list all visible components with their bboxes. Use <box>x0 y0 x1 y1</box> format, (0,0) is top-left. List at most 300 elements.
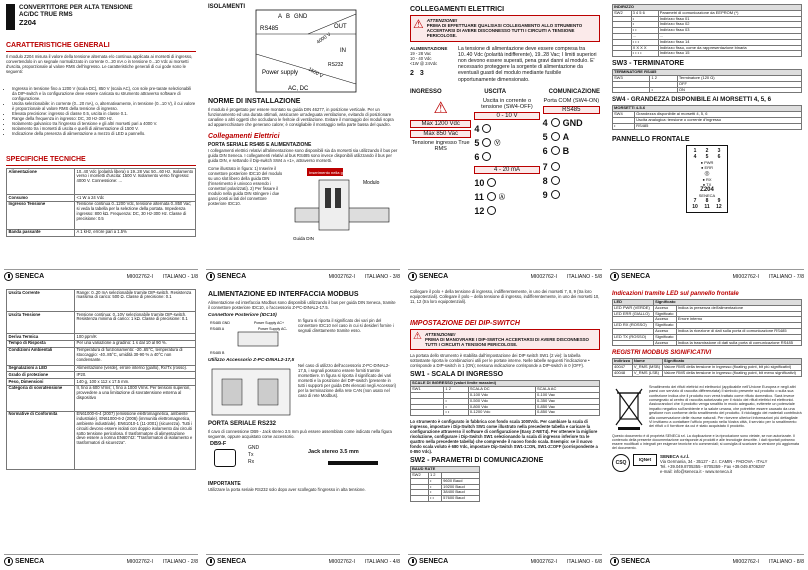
panel-bottom-row-2 <box>689 204 725 210</box>
page-number: ITALIANO - 8/8 <box>768 558 804 565</box>
terminal-number: 12 <box>474 205 485 216</box>
doc-code: MI002762-I <box>732 558 759 565</box>
out-v-box: 0 - 10 V <box>474 112 539 120</box>
table-cell: 3 4 5 6 <box>631 10 658 16</box>
table-header: 1 2 <box>444 387 468 393</box>
table-cell: Indirizzo fisso 03 <box>658 28 801 34</box>
doc-code: MI002762-I <box>126 273 153 280</box>
page-2 <box>0 285 202 570</box>
uscita-label: USCITA <box>484 88 507 95</box>
spec-value: 10..40 Vdc (polarità libera) o 19..28 Vac 50...60 Hz. Isolamento verso i morsetti d'uscita: 1500 V. Isolamento verso l'ingresso: 4000 V. Connessione: ... <box>75 169 196 195</box>
terminal-row <box>543 174 600 188</box>
com-caption: Porta COM (SW4-ON) <box>543 97 600 104</box>
voltmeter-icon: Ⓥ <box>494 141 501 148</box>
terminal-row <box>543 116 600 130</box>
table-row <box>7 169 196 195</box>
rs232-text: Il cavo di connessione DB9 - Jack stereo 3.5 mm può essere assemblato come indicato nella figura seguente, oppure acquistato come accessorio. <box>208 429 392 439</box>
table-cell: Significato <box>654 334 677 340</box>
max-dc-box: Max 1200 Vdc <box>410 120 471 128</box>
diagram-label-out: OUT <box>334 24 347 30</box>
table-cell: Indirizzo fisso 02 <box>658 22 801 28</box>
page-footer <box>206 554 400 568</box>
imp-text: Utilizzare la porta seriale RS232 solo dopo aver scollegato l'ingresso in alta tensione. <box>208 487 366 492</box>
table-cell: • <box>613 123 635 129</box>
table-cell: 57600 Baud <box>442 496 480 502</box>
terminal-label: B <box>562 145 570 156</box>
table-row <box>7 229 196 236</box>
idc-label-a: RS485 A <box>210 327 225 331</box>
seneca-logo <box>4 557 44 566</box>
table-cell: • <box>428 478 441 484</box>
warning-head: ATTENZIONE! <box>426 18 458 23</box>
alim-line: 10 - 40 Vdc <box>410 55 432 61</box>
zpc-note: Nel caso di utilizzo dell'accessorio Z-PC-DINAL2-17,5, i segnali possono essere forniti tramite morsettiere. In figura si riporta il significato dei vari morsetti e la posizione del DIP-switch (presente in tutti i supporti per guida DIN elencati negli Accessori) per la terminazione della rete CAN (non usato nel caso di rete Modbus). <box>298 363 396 398</box>
terminal-number: 1 <box>693 147 697 154</box>
spec-label: Ingresso Tensione <box>7 201 75 229</box>
bus-label: Inserimento nella guida DIN <box>309 170 359 175</box>
table-row <box>7 334 196 341</box>
warning-box <box>410 15 600 42</box>
sw1-note: Lo strumento è configurato in fabbrica con fondo scala 1000Vdc. Per cambiare la scala di ingresso, impostare i Dip-Switch SW1 come illustrato nella precedente tabella e caricare la configurazione attraverso il software di configurazione (Easy Z-NET4). Per ottenere la migliore risoluzione, configurare i Dip-Switch SW1 selezionando la scala di ingresso inferiore tra le quattro nella precedente tabella) che comprende il nuovo fondo scala. Esempio: se il nuovo fondo scala voluto è 680 Vdc, impostare Dip-Switch SW1-1=ON, SW1-2=OFF (corrispondente a 0-850 Vdc). <box>410 419 598 455</box>
terminal-number: 7 <box>693 197 697 204</box>
table-row <box>613 340 802 346</box>
table-cell: Indica la ricezione di dati sulla porta di comunicazione RS485 <box>676 328 801 334</box>
table-cell: 0-850 Vac <box>536 410 600 416</box>
spec-value: <1 W a 24 Vdc <box>75 195 196 202</box>
table-row <box>411 496 480 502</box>
zpc-title: Utilizzo Accessorio Z-PC-DINAL2-17,5 <box>208 358 295 363</box>
terminal-icon <box>482 124 491 133</box>
rs232-title: PORTA SERIALE RS232 <box>208 421 277 427</box>
porta-title: PORTA SERIALE RS485 E ALIMENTAZIONE <box>208 142 312 148</box>
sw1-table <box>410 380 600 416</box>
logo-text: SENECA <box>621 558 651 565</box>
table-cell: Acceso <box>654 305 677 311</box>
company-email[interactable]: e-mail: info@seneca.it - www.seneca.it <box>660 468 732 474</box>
modbus-title: ALIMENTAZIONE ED INTERFACCIA MODBUS <box>208 291 359 298</box>
led-label: TX <box>706 181 712 187</box>
spec-label: Uscita Corrente <box>7 290 75 312</box>
table-cell: LED ERR (GIALLO) <box>613 311 654 317</box>
title-line-1: CONVERTITORE PER ALTA TENSIONE <box>19 4 133 11</box>
spec-value: Alimentazione (verde), errore interno (giallo), Rx/Tx (rosso). <box>75 365 196 372</box>
led-label: PWR <box>704 159 714 165</box>
led-rx: ● RX <box>702 176 712 182</box>
diagram-label-power: Power supply <box>262 70 299 76</box>
seneca-logo-icon <box>610 557 619 566</box>
spec-label: Categoria di sovratensione <box>7 385 75 411</box>
out-i-box: 4 - 20 mA <box>474 166 539 174</box>
page-footer <box>610 269 804 283</box>
table-cell: Valore RMS della tensione in ingresso (floating point, bit meno significativi) <box>662 370 801 376</box>
terminal-row <box>474 176 539 190</box>
table-title: SCALE DI INGRESSO (valori limite massimi) <box>411 381 600 387</box>
logo-text: SENECA <box>217 558 247 565</box>
sw3-table <box>612 69 802 93</box>
diagram-label-b: B <box>286 14 291 20</box>
model-name: Z204 <box>19 18 37 27</box>
table-cell: Grandezza disponibile ai morsetti 4, 5, 6 <box>635 112 802 118</box>
table-cell: • • <box>428 496 441 502</box>
terminal-number: 2 <box>705 147 709 154</box>
seneca-logo <box>4 272 44 281</box>
table-cell: X X X X <box>631 45 658 51</box>
table-cell: V_RMS (LSB) <box>632 370 662 376</box>
csq-logo: CSQ <box>612 454 630 472</box>
table-cell: ON <box>677 87 801 93</box>
din-figure-row <box>208 166 398 246</box>
table-header: Indirizzo <box>613 359 633 365</box>
high-voltage-icon: ⚠ <box>433 99 448 117</box>
table-cell: 38400 Baud <box>442 490 480 496</box>
pannello-title: PANNELLO FRONTALE <box>612 135 690 143</box>
table-cell: Indirizzo fisso 15 <box>658 51 801 57</box>
list-item: • Uscita selezionabile: in corrente (0...20 mA), o, alternativamente, in tensione (0...10 V), il cui valore è proporzionale al valore RMS della tensione di ingresso. <box>12 101 196 111</box>
seneca-logo-icon <box>610 272 619 281</box>
spec-value: Range: 0..20 mA selezionabile tramite DIP-switch. Resistenza massima di carico: 500 Ω. Classe di precisione: 0.1 <box>75 290 196 312</box>
norme-text: Il modulo è progettato per essere montato su guida DIN 46277, in posizione verticale. Per un funzionamento ed una durata ottimali, assicurare un'adeguata ventilazione, evitando di posizionare canaline o altri oggetti che occludano le feritoie di ventilazione. Evitare il montaggio dei moduli sopra ad apparecchiature che generano calore; è consigliabile il montaggio nella parte bassa del quadro. <box>208 107 394 127</box>
rs485-box: RS485 <box>543 106 600 114</box>
sw4-title: SW4 - GRANDEZZA DISPONIBILE AI MORSETTI 4, 5, 6 <box>612 96 772 104</box>
modulo-label: Modulo <box>363 180 380 186</box>
table-header: Nome <box>632 359 662 365</box>
logo-text: SENECA <box>15 558 45 565</box>
warning-icon: ⚠ <box>413 331 422 342</box>
din-rail-figure <box>289 166 395 246</box>
table-cell: SW2 <box>411 472 429 478</box>
table-cell: • • <box>631 28 658 34</box>
table-header: SCALA DC <box>468 387 535 393</box>
table-cell: • <box>650 87 677 93</box>
terminal-icon <box>551 176 560 185</box>
table-title: BAUD RATE <box>411 467 480 473</box>
alim-text: La tensione di alimentazione deve essere compresa tra 10..40 Vdc (polarità indifferente), 19..28 Vac; I limiti superiori non devono essere superati, pena gravi danni al modulo. E' necessario proteggere la sorgente di alimentazione da eventuali guasti del modulo mediante fusibile opportunamente dimensionato. <box>458 45 597 83</box>
spec-label: Grado di protezione <box>7 372 75 379</box>
table-cell: OFF <box>677 81 801 87</box>
divider <box>6 51 196 52</box>
spec-value: 140 g, 100 x 112 x 17.5 mm. <box>75 379 196 386</box>
company-name: SENECA s.r.l. <box>660 453 690 459</box>
logo-text: SENECA <box>621 273 651 280</box>
company-block <box>612 454 802 474</box>
table-cell: Significato <box>654 323 677 329</box>
terminal-icon <box>482 152 491 161</box>
table-title: TERMINATORE RS485 <box>613 70 802 76</box>
sw3-title: SW3 - TERMINATORE <box>612 60 685 68</box>
ammeter-icon: Ⓐ <box>498 195 505 202</box>
feature-list <box>12 86 196 136</box>
weee-text: Smaltimento dei rifiuti elettrici ed elettronici (applicabile nell'Unione Europea e negli altri paesi con servizio di raccolta differenziata) Il simbolo presente sul prodotto o sulla sua confezione indica che il prodotto non verrà trattato come rifiuto domestico. Sarà invece consegnato al centro di raccolta autorizzato per il riciclo dei rifiuti elettrici ed elettronici. Assicurandovi che il prodotto venga smaltito in modo adeguato, eviterete un potenziale impatto negativo sull'ambiente e la salute umana, che potrebbe essere causato da una gestione non conforme dello smaltimento del prodotto. Il riciclaggio dei materiali contribuirà alla conservazione delle risorse naturali. Per ricevere ulteriori informazioni più dettagliate Vi invitiamo a contattare l'ufficio preposto nella Vostra città, il servizio per lo smaltimento dei rifiuti o il fornitore da cui è stato acquistato il prodotto. <box>649 384 802 429</box>
page-8 <box>606 285 808 570</box>
seneca-logo-icon <box>408 557 417 566</box>
terminal-row <box>474 136 539 150</box>
table-cell <box>411 410 444 416</box>
logo-text: SENECA <box>419 273 449 280</box>
table-cell <box>411 496 429 502</box>
weee-block <box>612 385 802 431</box>
seneca-logo-icon <box>4 272 13 281</box>
terminal-number: 9 <box>717 197 721 204</box>
collegamenti-title: Collegamenti Elettrici <box>208 133 280 140</box>
terminal-row <box>474 150 539 164</box>
table-cell: 0-850 Vac <box>536 404 600 410</box>
list-item: • Elevata precisione: ingresso di classe 0.5, uscita in classe 0.1. <box>12 111 196 116</box>
table-cell: LED RX (ROSSO) <box>613 323 654 329</box>
table-cell: • • <box>444 410 468 416</box>
terminal-number: 12 <box>716 203 722 210</box>
table-cell: Acceso <box>654 340 677 346</box>
terminal-3: 3 <box>419 69 424 77</box>
spec-value: IP20. <box>75 372 196 379</box>
table-cell: Parametri di comunicazione da EEPROM (*) <box>658 10 801 16</box>
collegamenti-elettrici-title: COLLEGAMENTI ELETTRICI <box>410 6 505 13</box>
table-cell: 0-800 Vdc <box>468 404 535 410</box>
page-number: ITALIANO - 7/8 <box>768 273 804 280</box>
spec-value: Temperatura di funzionamento: -20..65°C, temperatura di stoccaggio: -40..85°C, umidità 30-90 % a 40°C non condensante. <box>75 347 196 365</box>
dip-warning-box <box>410 329 600 350</box>
idc-row <box>208 318 398 356</box>
led-table <box>612 299 802 346</box>
isolamenti-title: ISOLAMENTI <box>208 4 245 10</box>
table-cell: • • • • <box>631 51 658 57</box>
max-ac-box: Max 850 Vac <box>410 130 471 138</box>
doc-code: MI002762-I <box>328 558 355 565</box>
alim-title: ALIMENTAZIONE <box>410 45 448 51</box>
doc-code: MI002762-I <box>126 558 153 565</box>
title-line-2: AC/DC TRUE RMS <box>19 11 73 18</box>
diagram-label-rs485: RS485 <box>260 26 279 32</box>
spec-label: Condizioni Ambientali <box>7 347 75 365</box>
diagram-label-1500v: 1500 V <box>307 66 324 80</box>
page-footer <box>408 554 602 568</box>
terminal-number: 5 <box>474 137 480 148</box>
seneca-logo <box>610 272 650 281</box>
table-cell: 1 2 <box>428 472 441 478</box>
table-cell: 40048 <box>613 370 633 376</box>
table-cell: Indica la trasmissione di dati sulla porta di comunicazione RS485 <box>676 340 801 346</box>
diagram-label-a: A <box>278 14 283 20</box>
seneca-logo <box>206 272 246 281</box>
table-row <box>613 87 802 93</box>
list-item: • Range della frequenza in ingresso: DC, 30 Hz-300 Hz. <box>12 116 196 121</box>
table-cell: 0-1200 Vdc <box>468 410 535 416</box>
divider <box>6 165 196 166</box>
terminal-number: 8 <box>542 175 548 186</box>
rs232-jack-icon: ◎ <box>704 170 710 177</box>
intro-text: Collegare il polo + della tensione di ingresso, indifferentemente, in uno dei morsetti 7, 8, 9 (tra loro equipotenziali). Collegare il polo – della tensione di ingresso, indifferentemente, in uno dei morsetti 10, 11, 12 (tra loro equipotenziali). <box>410 289 600 304</box>
spec-value: Per una variazione a gradino: 1 s dal 10 al 90 %. <box>75 340 196 347</box>
table-cell: 0-100 Vdc <box>468 393 535 399</box>
led-pwr: ● PWR <box>700 159 714 165</box>
list-item: • Isolamento tra i morsetti di uscita e quelli di alimentazione di 1500 V. <box>12 126 196 131</box>
led-label: ERR <box>704 164 713 170</box>
dip-text: La portata dello strumento è stabilita dall'impostazione dei DIP switch SW1 (2 vie): la tabella sottostante riporta le combinazioni utili per le portate interne. Nelle tabelle seguenti l'indicazione • corrisponde a DIP-switch in 1 (ON); nessuna indicazione corrisponde a DIP-switch in 0 (OFF). <box>410 353 590 369</box>
sw2-table <box>410 466 480 502</box>
com-block <box>543 98 600 218</box>
table-cell: LED TX (ROSSO) <box>613 334 654 340</box>
page-4 <box>202 285 404 570</box>
led-err: ● ERR <box>701 164 713 170</box>
table-cell: 0-100 Vac <box>536 393 600 399</box>
terminal-icon <box>487 192 496 201</box>
install-steps: Come illustrato in figura: 1) Inserire il connettore posteriore IDC10 del modulo su uno slot libero della guida DIN (l'inserimento è univoco essendo i connettori polarizzati). 2) Per fissare il modulo nella guida DIN stringere i due ganci posti ai lati del connettore posteriore IDC10. <box>208 166 283 206</box>
warning-body: PRIMA DI MANOVRARE I DIP-SWITCH ACCERTARSI DI AVERE DISCONNESSO TUTTI I CIRCUITI A TENSIONI PERICOLOSE. <box>424 337 589 348</box>
spec-value: 100 ppm/K <box>75 334 196 341</box>
spec-table-continued <box>6 289 196 470</box>
table-row <box>7 312 196 334</box>
sw2-title: SW2 - PARAMETRI DI COMUNICAZIONE <box>410 457 544 465</box>
comunicazione-label: COMUNICAZIONE <box>548 88 600 95</box>
page-3 <box>202 0 404 285</box>
terminal-icon <box>551 162 560 171</box>
in-terminals <box>543 160 600 202</box>
terminal-row <box>474 204 539 218</box>
table-row <box>613 51 802 57</box>
terminal-row <box>543 144 600 158</box>
table-cell: 1 2 <box>650 75 677 81</box>
sw1-title: SW1 - SCALA DI INGRESSO <box>410 371 504 379</box>
logo-text: SENECA <box>15 273 45 280</box>
table-title: MORSETTI 4-5-6 <box>613 106 802 112</box>
spec-value: Tensione continua 0..1200 Vdc, tensione alternata 0..850 Vac; si veda la tabella per la selezione della portata. Impedenza ingresso: 800 kΩ. Frequenza: DC, 30 Hz-300 Hz. Classe di precisione: 0.5 <box>75 201 196 229</box>
page-number: ITALIANO - 2/8 <box>162 558 198 565</box>
db9-connector-icon <box>214 449 236 467</box>
legal-text: Questo documento è di proprietà SENECA srl. La duplicazione e la riproduzione sono vietate, se non autorizzate. Il contenuto della presente documentazione corrisponde ai prodotti e alle tecnologie descritte. I dati riportati potranno essere modificati o integrati per esigenze tecniche e/o commerciali; si consiglia di scaricare la versione più aggiornata del documento. <box>612 433 799 451</box>
table-cell: Indirizzo fisso 14 <box>658 39 801 45</box>
terminal-row <box>474 122 539 136</box>
table-header: Significato <box>654 300 802 306</box>
terminal-number: 4 <box>693 153 697 160</box>
idc10-connector-figure <box>208 318 294 356</box>
table-cell: • <box>444 404 468 410</box>
table-row <box>7 347 196 365</box>
page-footer <box>610 554 804 568</box>
spec-label: Uscita Tensione <box>7 312 75 334</box>
table-cell: 0-350 Vac <box>536 398 600 404</box>
page-5 <box>404 0 606 285</box>
terminal-row <box>543 188 600 202</box>
sw4-table <box>612 105 802 129</box>
registers-table <box>612 358 802 376</box>
terminal-number: 6 <box>717 153 721 160</box>
terminal-icon <box>482 138 491 147</box>
table-cell: Terminatore (120 Ω) <box>677 75 801 81</box>
page-number: ITALIANO - 4/8 <box>364 558 400 565</box>
table-row <box>7 195 196 202</box>
page-6 <box>404 285 606 570</box>
idc-note: In figura si riporta il significato dei vari pin del connettore IDC10 nel caso in cui si desideri fornire i segnali direttamente tramite esso. <box>298 318 394 333</box>
alim-line: 19 - 28 Vac <box>410 50 432 56</box>
gen-title: CARATTERISTICHE GENERALI <box>6 42 110 49</box>
terminal-icon <box>551 146 560 155</box>
page-number: ITALIANO - 1/8 <box>162 273 198 280</box>
table-cell: • • • <box>631 39 658 45</box>
indirizzo-table <box>612 4 802 57</box>
terminal-label: GND <box>562 117 583 128</box>
table-header: LED <box>613 300 654 306</box>
guida-label: Guida DIN <box>293 236 315 241</box>
table-cell: • <box>428 490 441 496</box>
terminal-number: 6 <box>474 151 480 162</box>
terminal-number: 4 <box>542 117 548 128</box>
dip-title: IMPOSTAZIONE DEI DIP-SWITCH <box>410 320 520 327</box>
company-tel: Tel. +39.049.8705355 - 8705359 - Fax +39.049.8706287 <box>660 463 766 469</box>
ingresso-label: INGRESSO <box>410 88 442 95</box>
panel-model: Z204 <box>700 186 714 193</box>
seneca-logo <box>408 557 448 566</box>
isolation-diagram <box>248 4 404 94</box>
doc-code: MI002762-I <box>530 558 557 565</box>
alim-line: <1W @ 24Vdc <box>410 60 438 66</box>
zpc-row <box>208 363 398 419</box>
table-cell: 0-500 Vdc <box>468 398 535 404</box>
title-bar <box>6 4 15 30</box>
spec-table <box>6 168 196 237</box>
spec-value: Tensione continua: 0..10V selezionabile tramite DIP-switch. Resistenza minima di carico: 1 kΩ. Classe di precisione: 0.1 <box>75 312 196 334</box>
terminal-icon <box>551 190 560 199</box>
iqnet-logo: IQNet <box>633 454 657 466</box>
table-cell: • <box>631 22 658 28</box>
idc-title: Connettore Posteriore (IDC10) <box>208 313 277 318</box>
terminal-icon <box>487 178 496 187</box>
diagram-label-gnd: GND <box>294 14 308 20</box>
panel-brand: SENECA <box>698 192 716 198</box>
table-cell: SW2 <box>613 10 632 16</box>
table-cell: SW4 <box>613 112 635 118</box>
terminal-icon <box>551 118 560 127</box>
terminal-2: 2 <box>410 69 414 77</box>
seneca-logo <box>408 272 448 281</box>
terminal-number: 4 <box>474 123 480 134</box>
idc-label-gnd: RS485 GND <box>210 321 230 325</box>
pin-tx: Tx <box>248 452 254 458</box>
table-cell: LED PWR (VERDE) <box>613 305 654 311</box>
table-cell <box>613 340 654 346</box>
terminal-number: 10 <box>474 177 485 188</box>
terminal-row <box>543 130 600 144</box>
seneca-logo-icon <box>4 557 13 566</box>
spec-label: Consumo <box>7 195 75 202</box>
db9-label: DB9-F <box>210 441 227 447</box>
terminal-number: 7 <box>542 161 548 172</box>
weee-bin-icon <box>612 385 646 431</box>
spec-label: Segnalazioni a LED <box>7 365 75 372</box>
warning-head: ATTENZIONE! <box>424 332 456 337</box>
table-cell: Significato <box>654 311 677 317</box>
terminal-number: 8 <box>705 197 709 204</box>
table-cell: • <box>428 484 441 490</box>
terminal-number: 11 <box>704 203 710 210</box>
seneca-logo-icon <box>206 557 215 566</box>
warning-body: PRIMA DI EFFETTUARE QUALSIASI COLLEGAMENTO ALLO STRUMENTO ACCERTARSI DI AVERE DISCONNESSO TUTTI I CIRCUITI A TENSIONE PERICOLOSE. <box>426 23 583 39</box>
seneca-logo-icon <box>206 272 215 281</box>
table-cell: • <box>444 398 468 404</box>
jack-plug-icon <box>328 461 378 465</box>
table-cell: 40047 <box>613 365 633 371</box>
title-block <box>6 4 196 30</box>
table-cell: Errore interno <box>676 317 801 323</box>
spec-label: Alimentazione <box>7 169 75 195</box>
diagram-label-4000v: 4000 V <box>315 31 333 46</box>
terminal-number: 10 <box>692 203 698 210</box>
table-cell: • <box>631 16 658 22</box>
table-row <box>7 365 196 372</box>
front-panel <box>686 145 728 213</box>
table-cell: 19200 Baud <box>442 484 480 490</box>
table-row <box>7 290 196 312</box>
idc-label-ac-minus: Power Supply AC- <box>258 327 288 331</box>
doc-code: MI002762-I <box>732 273 759 280</box>
